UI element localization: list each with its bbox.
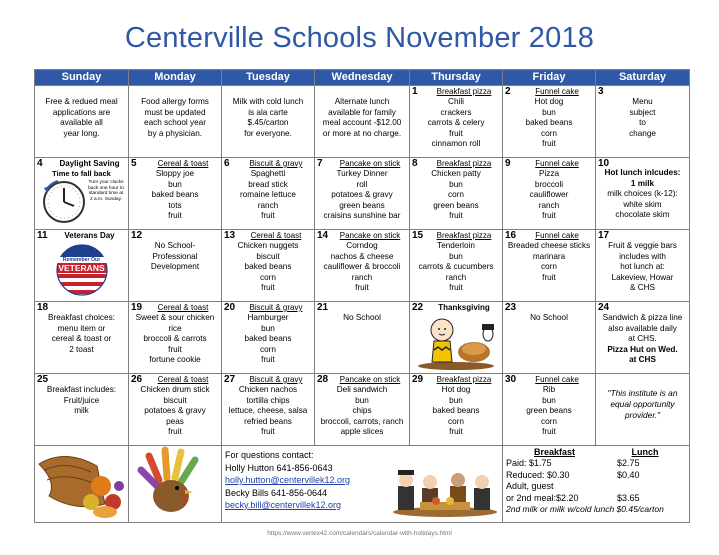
- day-number: 18: [37, 302, 49, 313]
- breakfast-theme: Breakfast pizza: [436, 159, 492, 168]
- menu-line: Sweet & sour chicken: [135, 313, 215, 322]
- menu-line: 1 milk: [630, 178, 655, 188]
- menu-line: Chicken nachos: [238, 385, 298, 394]
- breakfast-theme: Cereal & toast: [157, 159, 209, 168]
- day-cell-28: [315, 374, 410, 446]
- day-number: 21: [317, 302, 329, 313]
- day-cell-13: [222, 230, 315, 302]
- menu-line: apple slices: [340, 427, 384, 437]
- menu-line: broccoli & carrots: [143, 334, 207, 344]
- menu-line: ranch: [351, 272, 373, 282]
- menu-line: romaine lettuce: [240, 190, 296, 200]
- day-cell-12: [129, 230, 222, 302]
- day-cell-1: [410, 86, 503, 158]
- breakfast-theme: Breakfast pizza: [436, 231, 492, 240]
- cornucopia-icon: [35, 446, 127, 520]
- menu-line: Free & redued meal: [45, 97, 118, 106]
- menu-line: carrots & cucumbers: [418, 262, 494, 272]
- menu-line: cinnamon roll: [431, 139, 481, 149]
- menu-line: Breakfast includes:: [46, 385, 117, 394]
- menu-line: cauliflower & broccoli: [323, 262, 401, 272]
- menu-line: subject: [629, 107, 656, 117]
- reduced-lunch-price: $0.40: [617, 469, 640, 480]
- day-number: 30: [505, 374, 517, 385]
- day-cell-4: [35, 158, 129, 230]
- menu-line: milk choices (k-12):: [607, 189, 678, 199]
- day-number: 4: [37, 158, 43, 169]
- menu-line: carrots & celery: [427, 118, 485, 128]
- cornucopia-image-cell: [35, 446, 129, 523]
- menu-line: marinara: [532, 251, 566, 261]
- day-cell-3: [596, 86, 690, 158]
- menu-line: Pizza: [538, 169, 560, 178]
- thanksgiving-cartoon-icon: [416, 314, 496, 370]
- menu-line: biscuit: [256, 251, 280, 261]
- second-meal-lunch-price: $3.65: [617, 492, 640, 503]
- menu-line: corn: [541, 262, 557, 272]
- menu-line: Milk with cold lunch: [232, 97, 304, 106]
- calendar-grid: [34, 69, 690, 523]
- source-url[interactable]: https://www.vertex42.com/calendars/calendar-with-holidays.html: [267, 530, 452, 537]
- menu-line: baked beans: [151, 190, 199, 200]
- note-cell-tuesday: [222, 86, 315, 158]
- second-meal-breakfast-price: or 2nd meal:$2.20: [506, 492, 579, 503]
- weekday-header-row: [35, 70, 690, 86]
- menu-line: available for family: [328, 107, 396, 117]
- menu-line: No School: [530, 313, 568, 322]
- breakfast-theme: Pancake on stick: [339, 375, 401, 384]
- menu-line: available all: [60, 118, 103, 128]
- breakfast-theme: Funnel cake: [535, 159, 579, 168]
- menu-line: bread stick: [248, 179, 288, 189]
- day-number: 9: [505, 158, 511, 169]
- day-number: 11: [37, 230, 48, 241]
- flag-text-main: VETERANS: [58, 263, 105, 273]
- menu-line: or more at no charge.: [322, 128, 402, 138]
- day-cell-27: [222, 374, 315, 446]
- menu-line: chips: [352, 406, 372, 416]
- day-cell-15: [410, 230, 503, 302]
- menu-line: Fruit/juice: [63, 395, 100, 405]
- contact-phone-2: Becky Bills 641-856-0644: [225, 487, 328, 498]
- menu-line: craisins sunshine bar: [323, 211, 401, 221]
- breakfast-theme: Biscuit & gravy: [249, 375, 303, 384]
- menu-line: Chicken drum stick: [140, 385, 210, 394]
- menu-line: Development: [150, 262, 200, 272]
- note-cell-sunday: [35, 86, 129, 158]
- menu-line: for everyone.: [244, 128, 292, 138]
- menu-line: fruit: [542, 139, 556, 149]
- menu-line: No School: [343, 313, 381, 322]
- menu-line: each school year: [144, 118, 206, 128]
- menu-line: fruit: [542, 272, 556, 282]
- day-number: 19: [131, 302, 143, 313]
- menu-line: Food allergy forms: [141, 97, 209, 106]
- breakfast-theme: Funnel cake: [535, 87, 579, 96]
- menu-line: "This institute is an: [607, 388, 678, 398]
- day-number: 3: [598, 86, 604, 97]
- weekday-sunday: Sunday: [35, 70, 129, 86]
- day-cell-5: [129, 158, 222, 230]
- menu-line: fortune cookie: [149, 355, 201, 365]
- day-cell-29: [410, 374, 503, 446]
- contact-email-1[interactable]: holly.hutton@centervillek12.org: [225, 475, 351, 485]
- menu-line: peas: [166, 416, 184, 426]
- menu-line: nachos & cheese: [330, 251, 394, 261]
- menu-line: must be updated: [144, 107, 206, 117]
- day-cell-17: [596, 230, 690, 302]
- menu-line: Spaghetti: [250, 169, 286, 178]
- menu-line: corn: [260, 272, 276, 282]
- weekday-wednesday: Wednesday: [315, 70, 410, 86]
- menu-line: Corndog: [346, 241, 378, 250]
- clock-note: Turn your clocks back one hour to standard time at 2 a.m. Sunday.: [88, 180, 124, 202]
- day-number: 22: [412, 302, 424, 313]
- menu-line: applications are: [52, 107, 111, 117]
- menu-line: Menu: [632, 97, 653, 106]
- day-number: 12: [131, 230, 143, 241]
- menu-line: green beans: [433, 200, 479, 210]
- menu-line: white skim: [623, 199, 662, 209]
- menu-line: Chicken nuggets: [237, 241, 299, 250]
- breakfast-theme: Pancake on stick: [339, 159, 401, 168]
- reduced-breakfast-price: Reduced: $0.30: [506, 469, 570, 480]
- menu-line: Rib: [542, 385, 556, 394]
- menu-line: Chili: [448, 97, 464, 106]
- breakfast-theme: Biscuit & gravy: [249, 303, 303, 312]
- milk-price-note: 2nd milk or milk w/cold lunch $0.45/carton: [506, 504, 664, 515]
- weekday-thursday: Thursday: [410, 70, 503, 86]
- day-cell-21: [315, 302, 410, 374]
- menu-line: baked beans: [432, 406, 480, 416]
- menu-line: broccoli: [534, 179, 564, 189]
- menu-line: at CHS: [629, 355, 656, 365]
- breakfast-theme: Pancake on stick: [339, 231, 401, 240]
- day-number: 15: [412, 230, 424, 241]
- menu-line: Hot lunch inlcudes:: [604, 168, 681, 177]
- day-cell-20: [222, 302, 315, 374]
- menu-line: fruit: [449, 128, 463, 138]
- day-cell-30: [503, 374, 596, 446]
- menu-line: Hamburger: [247, 313, 289, 322]
- menu-line: chocolate skim: [615, 210, 670, 220]
- menu-line: bun: [449, 251, 463, 261]
- menu-line: fruit: [449, 427, 463, 437]
- breakfast-theme: Biscuit & gravy: [249, 159, 303, 168]
- menu-line: Turkey Dinner: [336, 169, 388, 178]
- menu-line: ranch: [445, 272, 467, 282]
- breakfast-theme: Funnel cake: [535, 231, 579, 240]
- menu-line: Professional: [152, 251, 198, 261]
- menu-line: includes with: [619, 251, 666, 261]
- day-number: 24: [598, 302, 610, 313]
- day-number: 1: [412, 86, 418, 97]
- contact-phone-1: Holly Hutton 641-856-0643: [225, 462, 333, 473]
- menu-line: fruit: [261, 355, 275, 365]
- menu-line: change: [629, 128, 656, 138]
- pilgrims-feast-icon: [390, 460, 500, 518]
- menu-line: by a physician.: [147, 128, 203, 138]
- breakfast-theme: Breakfast pizza: [436, 87, 492, 96]
- menu-line: $.45/carton: [247, 118, 289, 128]
- menu-line: provider.": [624, 410, 661, 420]
- menu-line: ranch: [538, 200, 560, 210]
- day-cell-2: [503, 86, 596, 158]
- day-number: 26: [131, 374, 143, 385]
- menu-line: Deli sandwich: [336, 385, 388, 394]
- menu-line: fruit: [449, 283, 463, 293]
- weekday-monday: Monday: [129, 70, 222, 86]
- day-cell-24: [596, 302, 690, 374]
- menu-line: Breakfast choices:: [48, 313, 115, 322]
- breakfast-theme: Cereal & toast: [250, 231, 302, 240]
- menu-line: cauliflower: [529, 190, 569, 200]
- day-number: 10: [598, 158, 610, 169]
- menu-line: refried beans: [244, 416, 292, 426]
- day-cell-6: [222, 158, 315, 230]
- weekday-friday: Friday: [503, 70, 596, 86]
- turkey-icon: [129, 446, 219, 520]
- day-cell-7: [315, 158, 410, 230]
- price-header-breakfast: Breakfast: [533, 447, 576, 457]
- menu-line: biscuit: [163, 395, 187, 405]
- day-cell-11: [35, 230, 129, 302]
- menu-line: tortilla chips: [246, 395, 290, 405]
- menu-line: corn: [541, 416, 557, 426]
- note-cell-monday: [129, 86, 222, 158]
- menu-line: & CHS: [629, 283, 656, 293]
- day-number: 8: [412, 158, 418, 169]
- menu-line: fruit: [168, 427, 182, 437]
- menu-line: tots: [168, 200, 182, 210]
- day-cell-26: [129, 374, 222, 446]
- day-number: 14: [317, 230, 329, 241]
- menu-line: corn: [448, 190, 464, 200]
- day-number: 28: [317, 374, 329, 385]
- clock-caption: Time to fall back: [52, 169, 111, 178]
- day-number: 2: [505, 86, 511, 97]
- day-cell-18: [35, 302, 129, 374]
- holiday-label: Daylight Saving: [59, 159, 120, 168]
- menu-line: corn: [448, 416, 464, 426]
- menu-line: roll: [356, 179, 368, 189]
- day-number: 7: [317, 158, 323, 169]
- menu-line: Chicken patty: [431, 169, 481, 178]
- day-number: 27: [224, 374, 236, 385]
- day-number: 29: [412, 374, 424, 385]
- page-title: Centerville Schools November 2018: [124, 22, 595, 54]
- paid-lunch-price: $2.75: [617, 458, 640, 469]
- menu-line: at CHS.: [628, 334, 657, 344]
- menu-line: fruit: [168, 344, 182, 354]
- menu-line: No School-: [154, 241, 196, 250]
- menu-line: baked beans: [244, 262, 292, 272]
- menu-line: Breaded cheese sticks: [507, 241, 591, 250]
- day-number: 23: [505, 302, 517, 313]
- menu-line: corn: [541, 128, 557, 138]
- day-cell-9: [503, 158, 596, 230]
- menu-line: Hot dog: [534, 97, 564, 106]
- menu-line: 2 toast: [69, 344, 94, 354]
- menu-line: hot lunch at:: [620, 262, 665, 272]
- day-number: 17: [598, 230, 610, 241]
- menu-line: bun: [449, 179, 463, 189]
- day-cell-19: [129, 302, 222, 374]
- menu-line: fruit: [168, 211, 182, 221]
- menu-line: bun: [542, 107, 556, 117]
- menu-line: meal account -$12.00: [322, 118, 402, 128]
- turkey-image-cell: [129, 446, 222, 523]
- breakfast-theme: Cereal & toast: [157, 375, 209, 384]
- day-cell-22: [410, 302, 503, 374]
- holiday-label: Thanksgiving: [438, 303, 490, 312]
- veterans-day-image: [53, 244, 111, 296]
- menu-line: Sandwich & pizza line: [602, 313, 683, 322]
- menu-line: fruit: [261, 283, 275, 293]
- weekday-saturday: Saturday: [596, 70, 690, 86]
- menu-line: menu item or: [57, 323, 106, 333]
- breakfast-theme: Funnel cake: [535, 375, 579, 384]
- menu-line: equal opportunity: [610, 399, 675, 409]
- breakfast-theme: Breakfast pizza: [436, 375, 492, 384]
- menu-line: Hot dog: [441, 385, 471, 394]
- menu-line: potatoes & gravy: [144, 406, 206, 416]
- menu-line: fruit: [261, 427, 275, 437]
- menu-line: crackers: [440, 107, 472, 117]
- paid-breakfast-price: Paid: $1.75: [506, 458, 552, 469]
- menu-line: fruit: [261, 211, 275, 221]
- note-cell-wednesday: [315, 86, 410, 158]
- menu-line: potatoes & gravy: [331, 190, 393, 200]
- menu-line: is ala carte: [248, 107, 288, 117]
- price-header-lunch: Lunch: [631, 447, 659, 457]
- daylight-saving-clock-image: [35, 169, 128, 227]
- contact-info-cell: [222, 446, 503, 523]
- day-cell-16: [503, 230, 596, 302]
- menu-line: fruit: [449, 211, 463, 221]
- day-cell-10: [596, 158, 690, 230]
- contact-email-2[interactable]: becky.bill@centervillek12.org: [225, 500, 342, 510]
- menu-line: Sloppy joe: [155, 169, 195, 178]
- day-number: 25: [37, 374, 49, 385]
- day-cell-14: [315, 230, 410, 302]
- menu-line: bun: [261, 323, 275, 333]
- flag-text-top: Remember Our: [53, 257, 111, 263]
- menu-line: year long.: [63, 128, 100, 138]
- contact-heading: For questions contact:: [225, 450, 314, 460]
- menu-line: corn: [260, 344, 276, 354]
- weekday-tuesday: Tuesday: [222, 70, 315, 86]
- menu-line: fruit: [355, 283, 369, 293]
- holiday-label: Veterans Day: [64, 231, 115, 240]
- day-cell-8: [410, 158, 503, 230]
- menu-line: ranch: [257, 200, 279, 210]
- day-number: 16: [505, 230, 517, 241]
- day-number: 5: [131, 158, 137, 169]
- menu-line: Tenderloin: [437, 241, 475, 250]
- meal-prices-cell: [503, 446, 690, 523]
- menu-line: bun: [542, 395, 556, 405]
- day-number: 13: [224, 230, 236, 241]
- menu-line: to: [639, 118, 646, 128]
- menu-line: broccoli, carrots, ranch: [320, 416, 404, 426]
- day-number: 6: [224, 158, 230, 169]
- menu-line: Pizza Hut on Wed.: [607, 344, 678, 354]
- adult-guest-label: Adult, guest: [506, 481, 554, 492]
- menu-line: Alternate lunch: [334, 97, 390, 106]
- menu-line: fruit: [542, 211, 556, 221]
- menu-line: bun: [355, 395, 369, 405]
- menu-line: green beans: [339, 200, 385, 210]
- menu-line: milk: [74, 406, 89, 416]
- menu-line: green beans: [526, 406, 572, 416]
- equal-opportunity-cell: [596, 374, 690, 446]
- day-number: 20: [224, 302, 236, 313]
- menu-line: Lakeview, Howar: [611, 272, 674, 282]
- menu-line: rice: [168, 323, 182, 333]
- menu-line: fruit: [542, 427, 556, 437]
- menu-line: Fruit & veggie bars: [608, 241, 677, 250]
- menu-line: lettuce, cheese, salsa: [228, 406, 308, 416]
- menu-line: baked beans: [244, 334, 292, 344]
- menu-line: also available daily: [608, 323, 677, 333]
- day-cell-23: [503, 302, 596, 374]
- menu-line: baked beans: [525, 118, 573, 128]
- menu-line: cereal & toast or: [51, 334, 112, 344]
- breakfast-theme: Cereal & toast: [157, 303, 209, 312]
- menu-line: bun: [449, 395, 463, 405]
- menu-line: bun: [168, 179, 182, 189]
- day-cell-25: [35, 374, 129, 446]
